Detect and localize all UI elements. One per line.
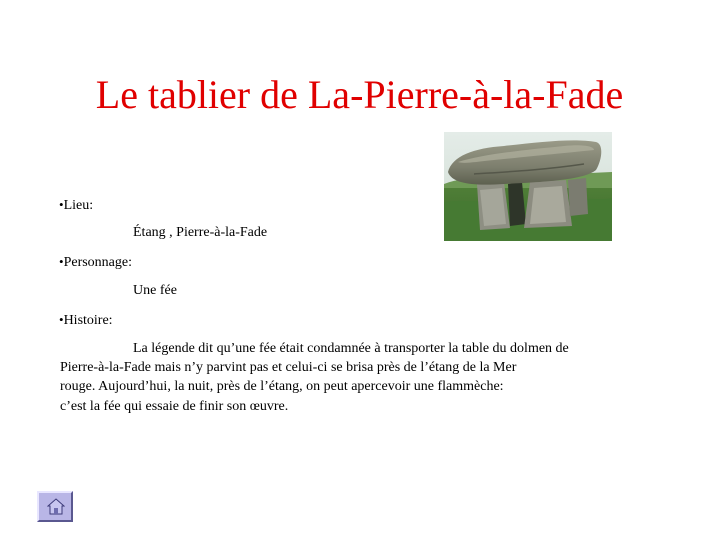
home-button[interactable] <box>37 491 73 522</box>
bullet-label: Lieu: <box>63 198 94 213</box>
bullet-value: Étang , Pierre-à-la-Fade <box>133 225 268 240</box>
story-line: Pierre-à-la-Fade mais n’y parvint pas et celui-ci se brisa près de l’étang de la Mer <box>60 360 517 375</box>
bullet-glyph: • <box>59 254 64 269</box>
story-line: rouge. Aujourd’hui, la nuit, près de l’étang, on peut apercevoir une flammèche: <box>60 379 504 394</box>
slide-title: Le tablier de La-Pierre-à-la-Fade <box>95 72 624 117</box>
bullet-glyph: • <box>59 312 64 327</box>
story-line: La légende dit qu’une fée était condamnée à transporter la table du dolmen de <box>133 341 569 356</box>
bullet-item-personnage <box>59 254 132 271</box>
bullet-value: Une fée <box>133 283 177 298</box>
bullet-label: Histoire: <box>63 313 113 328</box>
home-icon <box>47 498 65 515</box>
bullet-item-histoire <box>59 312 113 329</box>
dolmen-photo <box>444 132 612 241</box>
bullet-item-lieu <box>59 197 93 214</box>
bullet-label: Personnage: <box>63 255 132 270</box>
story-line: c’est la fée qui essaie de finir son œuvre. <box>60 399 289 414</box>
bullet-glyph: • <box>59 197 64 212</box>
